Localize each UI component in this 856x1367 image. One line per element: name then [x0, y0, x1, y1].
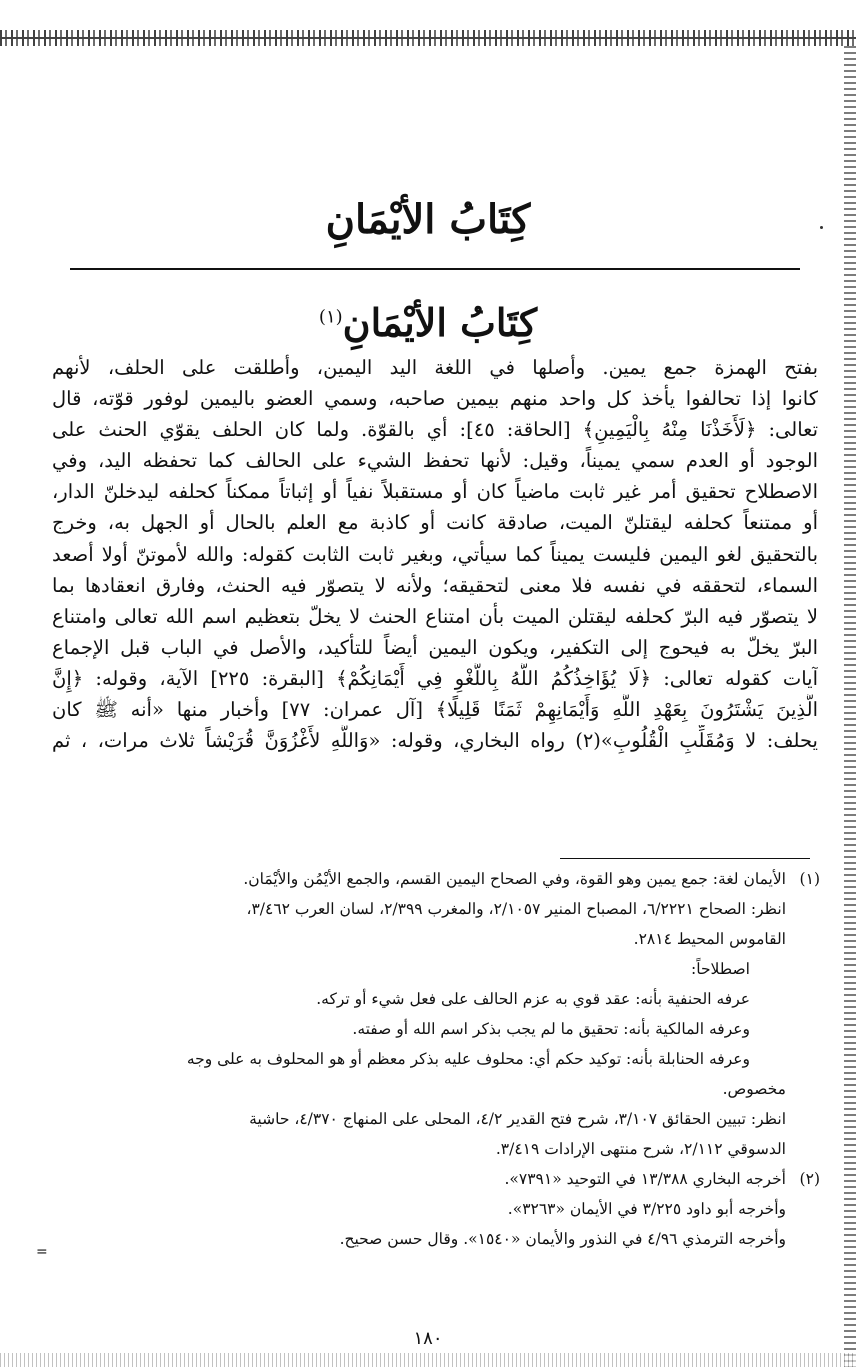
text-line: تعالى: ﴿لَأَخَذْنَا مِنْهُ بِالْيَمِينِ﴾ [الحاقة: ٤٥]: أي بالقوّة. ولما كان الحلف يقوّي الحنث على	[52, 418, 818, 442]
footnote-line	[52, 954, 820, 984]
text-line: أو ممتنعاً كحلفه ليقتلنّ الميت، صادقة كانت أو كاذبة مع العلم بالحال أو الجهل به، وخرج	[52, 511, 818, 535]
footnote-text: وأخرجه الترمذي ٤/٩٦ في النذور والأيمان «١٥٤٠». وقال حسن صحيح.	[339, 1230, 786, 1248]
footnotes	[52, 864, 820, 1254]
chapter-title: كِتَابُ الأيْمَانِ	[325, 196, 531, 243]
text-line: الوجود أو العدم سمي يميناً، وقيل: لأنها تحفظ الشيء على الحالف كما تحفظه اليد، وفي	[52, 449, 818, 473]
text-line: يحلف: لا وَمُقَلِّبِ الْقُلُوبِ»(٢) رواه البخاري، وقوله: «وَاللَّهِ لأَغْزُوَنَّ قُرَيْشاً ثلاث مرات، ، ثم	[52, 729, 818, 753]
margin-mark: =	[36, 1244, 48, 1260]
text-line: الَّذِينَ يَشْتَرُونَ بِعَهْدِ اللَّهِ وَأَيْمَانِهِمْ ثَمَنًا قَلِيلًا﴾ [آل عمران: ٧٧] وأخبار منها «أنه ﷺ كان	[52, 698, 818, 722]
chapter-divider	[70, 268, 800, 270]
footnote-line	[52, 1014, 820, 1044]
footnote-line	[52, 984, 820, 1014]
footnote-text: أخرجه البخاري ١٣/٣٨٨ في التوحيد «٧٣٩١».	[504, 1170, 786, 1188]
footnote-line	[52, 1074, 820, 1104]
text-line: السماء، لتحققه في نفسه فلا معنى لتحقيقه؛ ولأنه لا يتصوّر فيه الحنث، وفارق انعقادها بما	[52, 573, 818, 597]
footnote-divider	[560, 858, 810, 859]
footnote-line	[52, 894, 820, 924]
page-number: ١٨٠	[413, 1328, 443, 1349]
footnote-line	[52, 1044, 820, 1074]
footnote-number: (٢)	[799, 1170, 820, 1188]
footnote-line	[52, 924, 820, 954]
footnote-line	[52, 1104, 820, 1134]
book-title-footnote-ref: (١)	[318, 306, 343, 328]
ornamental-border-right	[844, 46, 856, 1367]
footnote-line	[52, 1164, 820, 1194]
footnote-text: الأيمان لغة: جمع يمين وهو القوة، وفي الصحاح اليمين القسم، والجمع الأيْمُن والأيْمَان.	[243, 870, 786, 888]
text-line: كانوا إذا تحالفوا يأخذ كل واحد منهم بيمين صاحبه، وسمي العضو باليمين لوفور قوّته، قال	[52, 387, 818, 411]
footnote-text: عرفه الحنفية بأنه: عقد قوي به عزم الحالف على فعل شيء أو تركه.	[316, 990, 750, 1008]
footnote-line	[52, 1194, 820, 1224]
text-line: الاصطلاح تحقيق أمر غير ثابت ماضياً كان أو مستقبلاً نفياً أو إثباتاً ممكناً كحلفه ليدخلنّ الدار،	[52, 480, 818, 504]
footnote-text: انظر: تبيين الحقائق ٣/١٠٧، شرح فتح القدير ٤/٢، المحلى على المنهاج ٤/٣٧٠، حاشية	[249, 1110, 786, 1128]
ornamental-border-top	[0, 30, 856, 46]
footnote-line	[52, 864, 820, 894]
text-line: آيات كقوله تعالى: ﴿لَا يُؤَاخِذُكُمُ اللَّهُ بِاللَّغْوِ فِي أَيْمَانِكُمْ﴾ [البقرة: ٢٢٥] الآية، وقوله: ﴿إِنَّ	[52, 666, 818, 690]
footnote-text: القاموس المحيط ٢٨١٤.	[633, 930, 786, 948]
footnote-number: (١)	[799, 870, 820, 888]
footnote-text: وعرفه الحنابلة بأنه: توكيد حكم أي: محلوف عليه بذكر معظم أو هو المحلوف به على وجه	[186, 1050, 750, 1068]
footnote-text: مخصوص.	[722, 1080, 786, 1098]
book-title	[0, 300, 856, 345]
text-line: بالتحقيق لغو اليمين فليست يميناً كما سيأتي، وبغير ثابت الثابت كقوله: والله لأموتنّ أولا أصعد	[52, 542, 818, 566]
footnote-text: وعرفه المالكية بأنه: تحقيق ما لم يجب بذكر اسم الله أو صفته.	[352, 1020, 750, 1038]
footnote-text: الدسوقي ٢/١١٢، شرح منتهى الإرادات ٣/٤١٩.	[495, 1140, 786, 1158]
footnote-text: اصطلاحاً:	[691, 960, 750, 978]
main-text	[52, 352, 818, 756]
footnote-text: انظر: الصحاح ٦/٢٢٢١، المصباح المنير ٢/١٠٥٧، والمغرب ٢/٣٩٩، لسان العرب ٣/٤٦٢،	[246, 900, 786, 918]
footnote-line	[52, 1224, 820, 1254]
footnote-line	[52, 1134, 820, 1164]
text-line: لا يتصوّر فيه البرّ كحلفه ليقتلن الميت بأن امتناع الحنث لا يخلّ بتعظيم اسم الله تعالى وامتناع	[52, 604, 818, 628]
text-line: البرّ يخلّ به فيحوج إلى التكفير، ويكون اليمين أيضاً للتأكيد، والأصل في الباب قبل الإجماع	[52, 635, 818, 659]
ornamental-border-bottom	[0, 1353, 856, 1367]
footnote-text: وأخرجه أبو داود ٣/٢٢٥ في الأيمان «٣٢٦٣».	[507, 1200, 786, 1218]
book-title-text: كِتَابُ الأيْمَانِ	[342, 300, 538, 345]
text-line: بفتح الهمزة جمع يمين. وأصلها في اللغة اليد اليمين، وأطلقت على الحلف، لأنهم	[52, 356, 818, 379]
